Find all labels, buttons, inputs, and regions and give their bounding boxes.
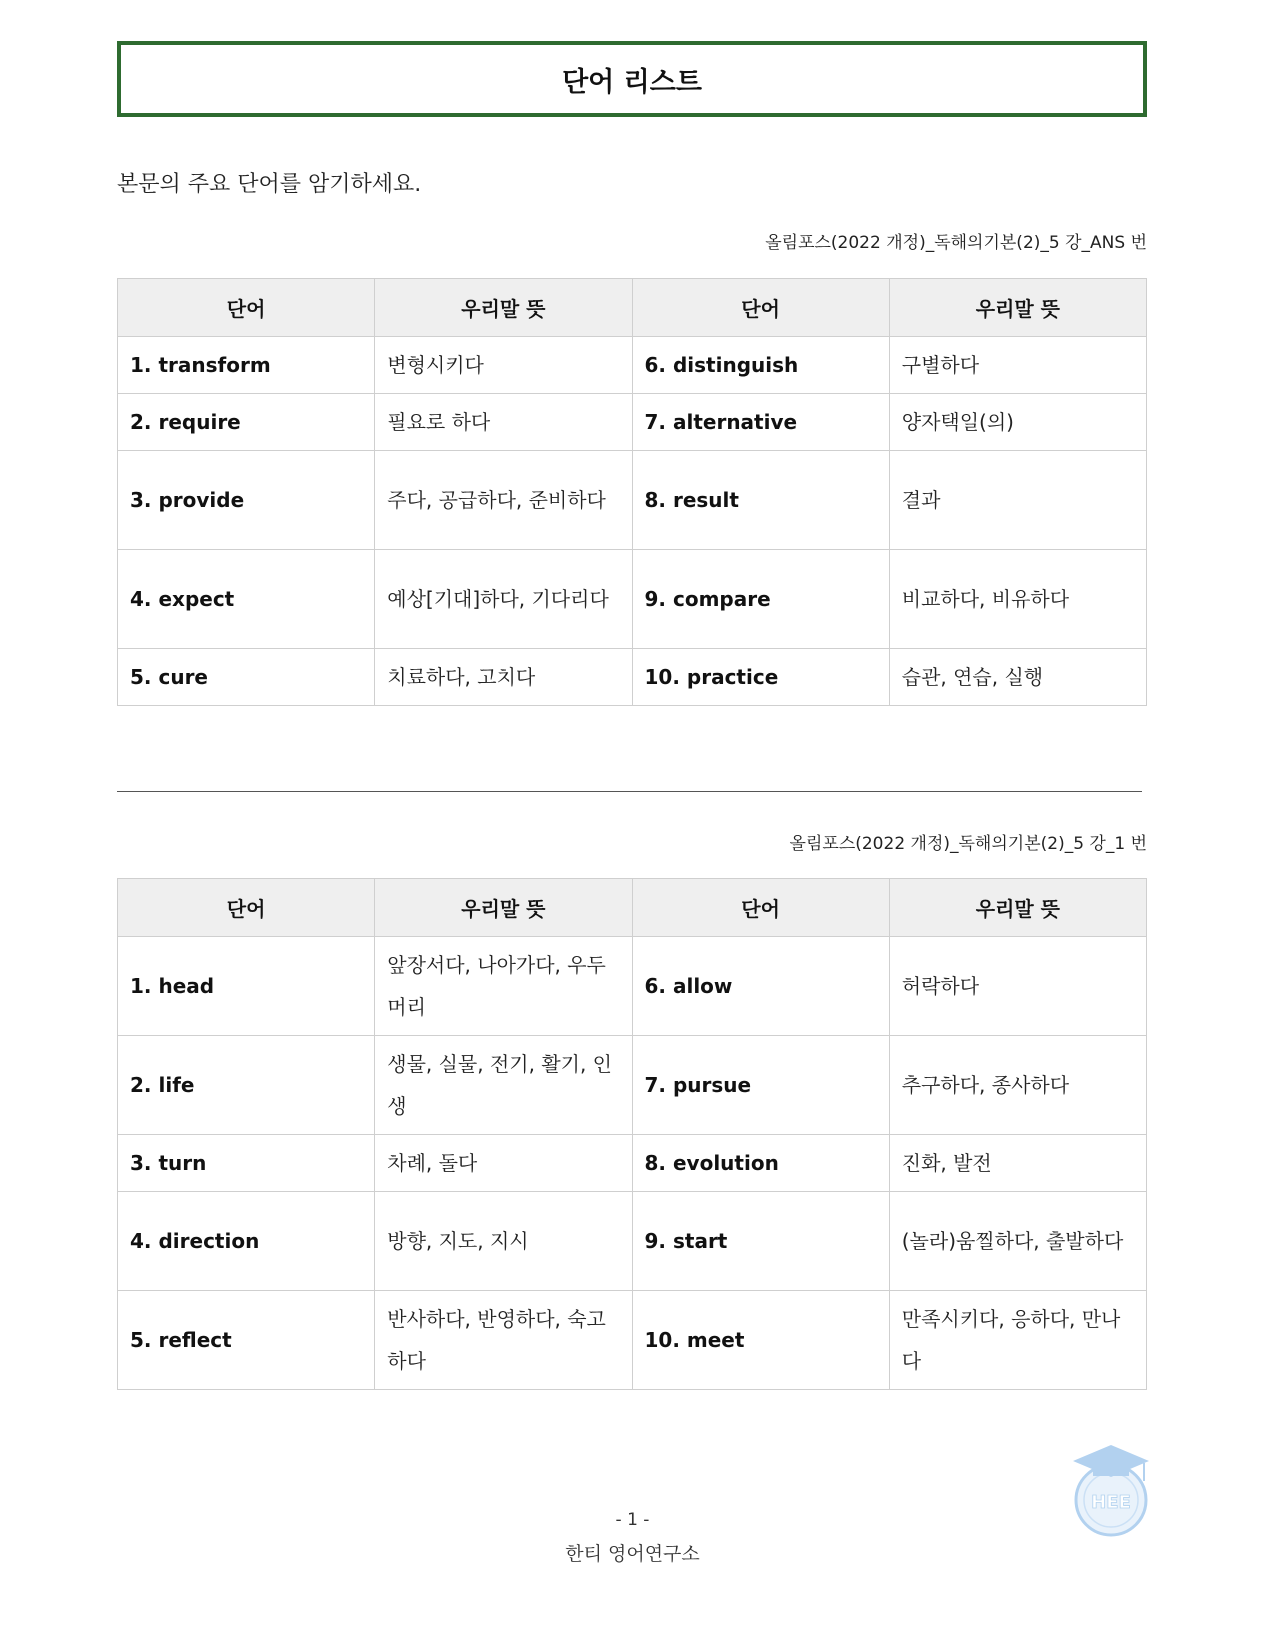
meaning-cell: 주다, 공급하다, 준비하다 [375,451,632,550]
word-cell: 8. result [632,451,889,550]
word-cell: 5. cure [118,649,375,706]
table-row [118,1291,1147,1390]
footer-text: 한티 영어연구소 [565,1543,700,1565]
table-row [118,451,1147,550]
meaning-cell: 방향, 지도, 지시 [375,1192,632,1291]
header-meaning: 우리말 뜻 [375,879,632,937]
word-cell: 6. distinguish [632,337,889,394]
meaning-cell: 앞장서다, 나아가다, 우두머리 [375,937,632,1036]
meaning-cell: 진화, 발전 [889,1135,1146,1192]
header-meaning: 우리말 뜻 [375,279,632,337]
vocab-table [117,278,1147,706]
meaning-cell: 양자택일(의) [889,394,1146,451]
section-divider [117,791,1142,792]
header-word: 단어 [632,279,889,337]
word-cell: 6. allow [632,937,889,1036]
table-row [118,1135,1147,1192]
table-row [118,937,1147,1036]
word-cell: 9. compare [632,550,889,649]
table-header-row [118,279,1147,337]
word-cell: 7. pursue [632,1036,889,1135]
table-row [118,1192,1147,1291]
meaning-cell: 습관, 연습, 실행 [889,649,1146,706]
word-cell: 2. life [118,1036,375,1135]
word-cell: 5. reflect [118,1291,375,1390]
instruction-text: 본문의 주요 단어를 암기하세요. [117,172,422,197]
word-cell: 10. meet [632,1291,889,1390]
table-row [118,1036,1147,1135]
page-title: 단어 리스트 [117,41,1147,117]
section-source: 올림포스(2022 개정)_독해의기본(2)_5 강_ANS 번 [765,233,1147,253]
word-cell: 10. practice [632,649,889,706]
word-cell: 3. provide [118,451,375,550]
page-number: - 1 - [615,1510,650,1530]
header-word: 단어 [632,879,889,937]
word-cell: 3. turn [118,1135,375,1192]
header-meaning: 우리말 뜻 [889,279,1146,337]
meaning-cell: (놀라)움찔하다, 출발하다 [889,1192,1146,1291]
table-row [118,550,1147,649]
meaning-cell: 변형시키다 [375,337,632,394]
table-row [118,394,1147,451]
word-cell: 1. head [118,937,375,1036]
logo-text: HEE [1091,1492,1131,1513]
word-cell: 8. evolution [632,1135,889,1192]
word-cell: 9. start [632,1192,889,1291]
section-source: 올림포스(2022 개정)_독해의기본(2)_5 강_1 번 [789,834,1147,854]
meaning-cell: 결과 [889,451,1146,550]
vocab-table [117,878,1147,1390]
header-meaning: 우리말 뜻 [889,879,1146,937]
meaning-cell: 비교하다, 비유하다 [889,550,1146,649]
meaning-cell: 만족시키다, 응하다, 만나다 [889,1291,1146,1390]
meaning-cell: 반사하다, 반영하다, 숙고하다 [375,1291,632,1390]
meaning-cell: 생물, 실물, 전기, 활기, 인생 [375,1036,632,1135]
header-word: 단어 [118,879,375,937]
word-cell: 1. transform [118,337,375,394]
header-word: 단어 [118,279,375,337]
meaning-cell: 예상[기대]하다, 기다리다 [375,550,632,649]
meaning-cell: 필요로 하다 [375,394,632,451]
meaning-cell: 허락하다 [889,937,1146,1036]
word-cell: 7. alternative [632,394,889,451]
table-row [118,337,1147,394]
word-cell: 2. require [118,394,375,451]
meaning-cell: 차례, 돌다 [375,1135,632,1192]
table-header-row [118,879,1147,937]
word-cell: 4. direction [118,1192,375,1291]
meaning-cell: 치료하다, 고치다 [375,649,632,706]
meaning-cell: 구별하다 [889,337,1146,394]
meaning-cell: 추구하다, 종사하다 [889,1036,1146,1135]
word-cell: 4. expect [118,550,375,649]
table-row [118,649,1147,706]
